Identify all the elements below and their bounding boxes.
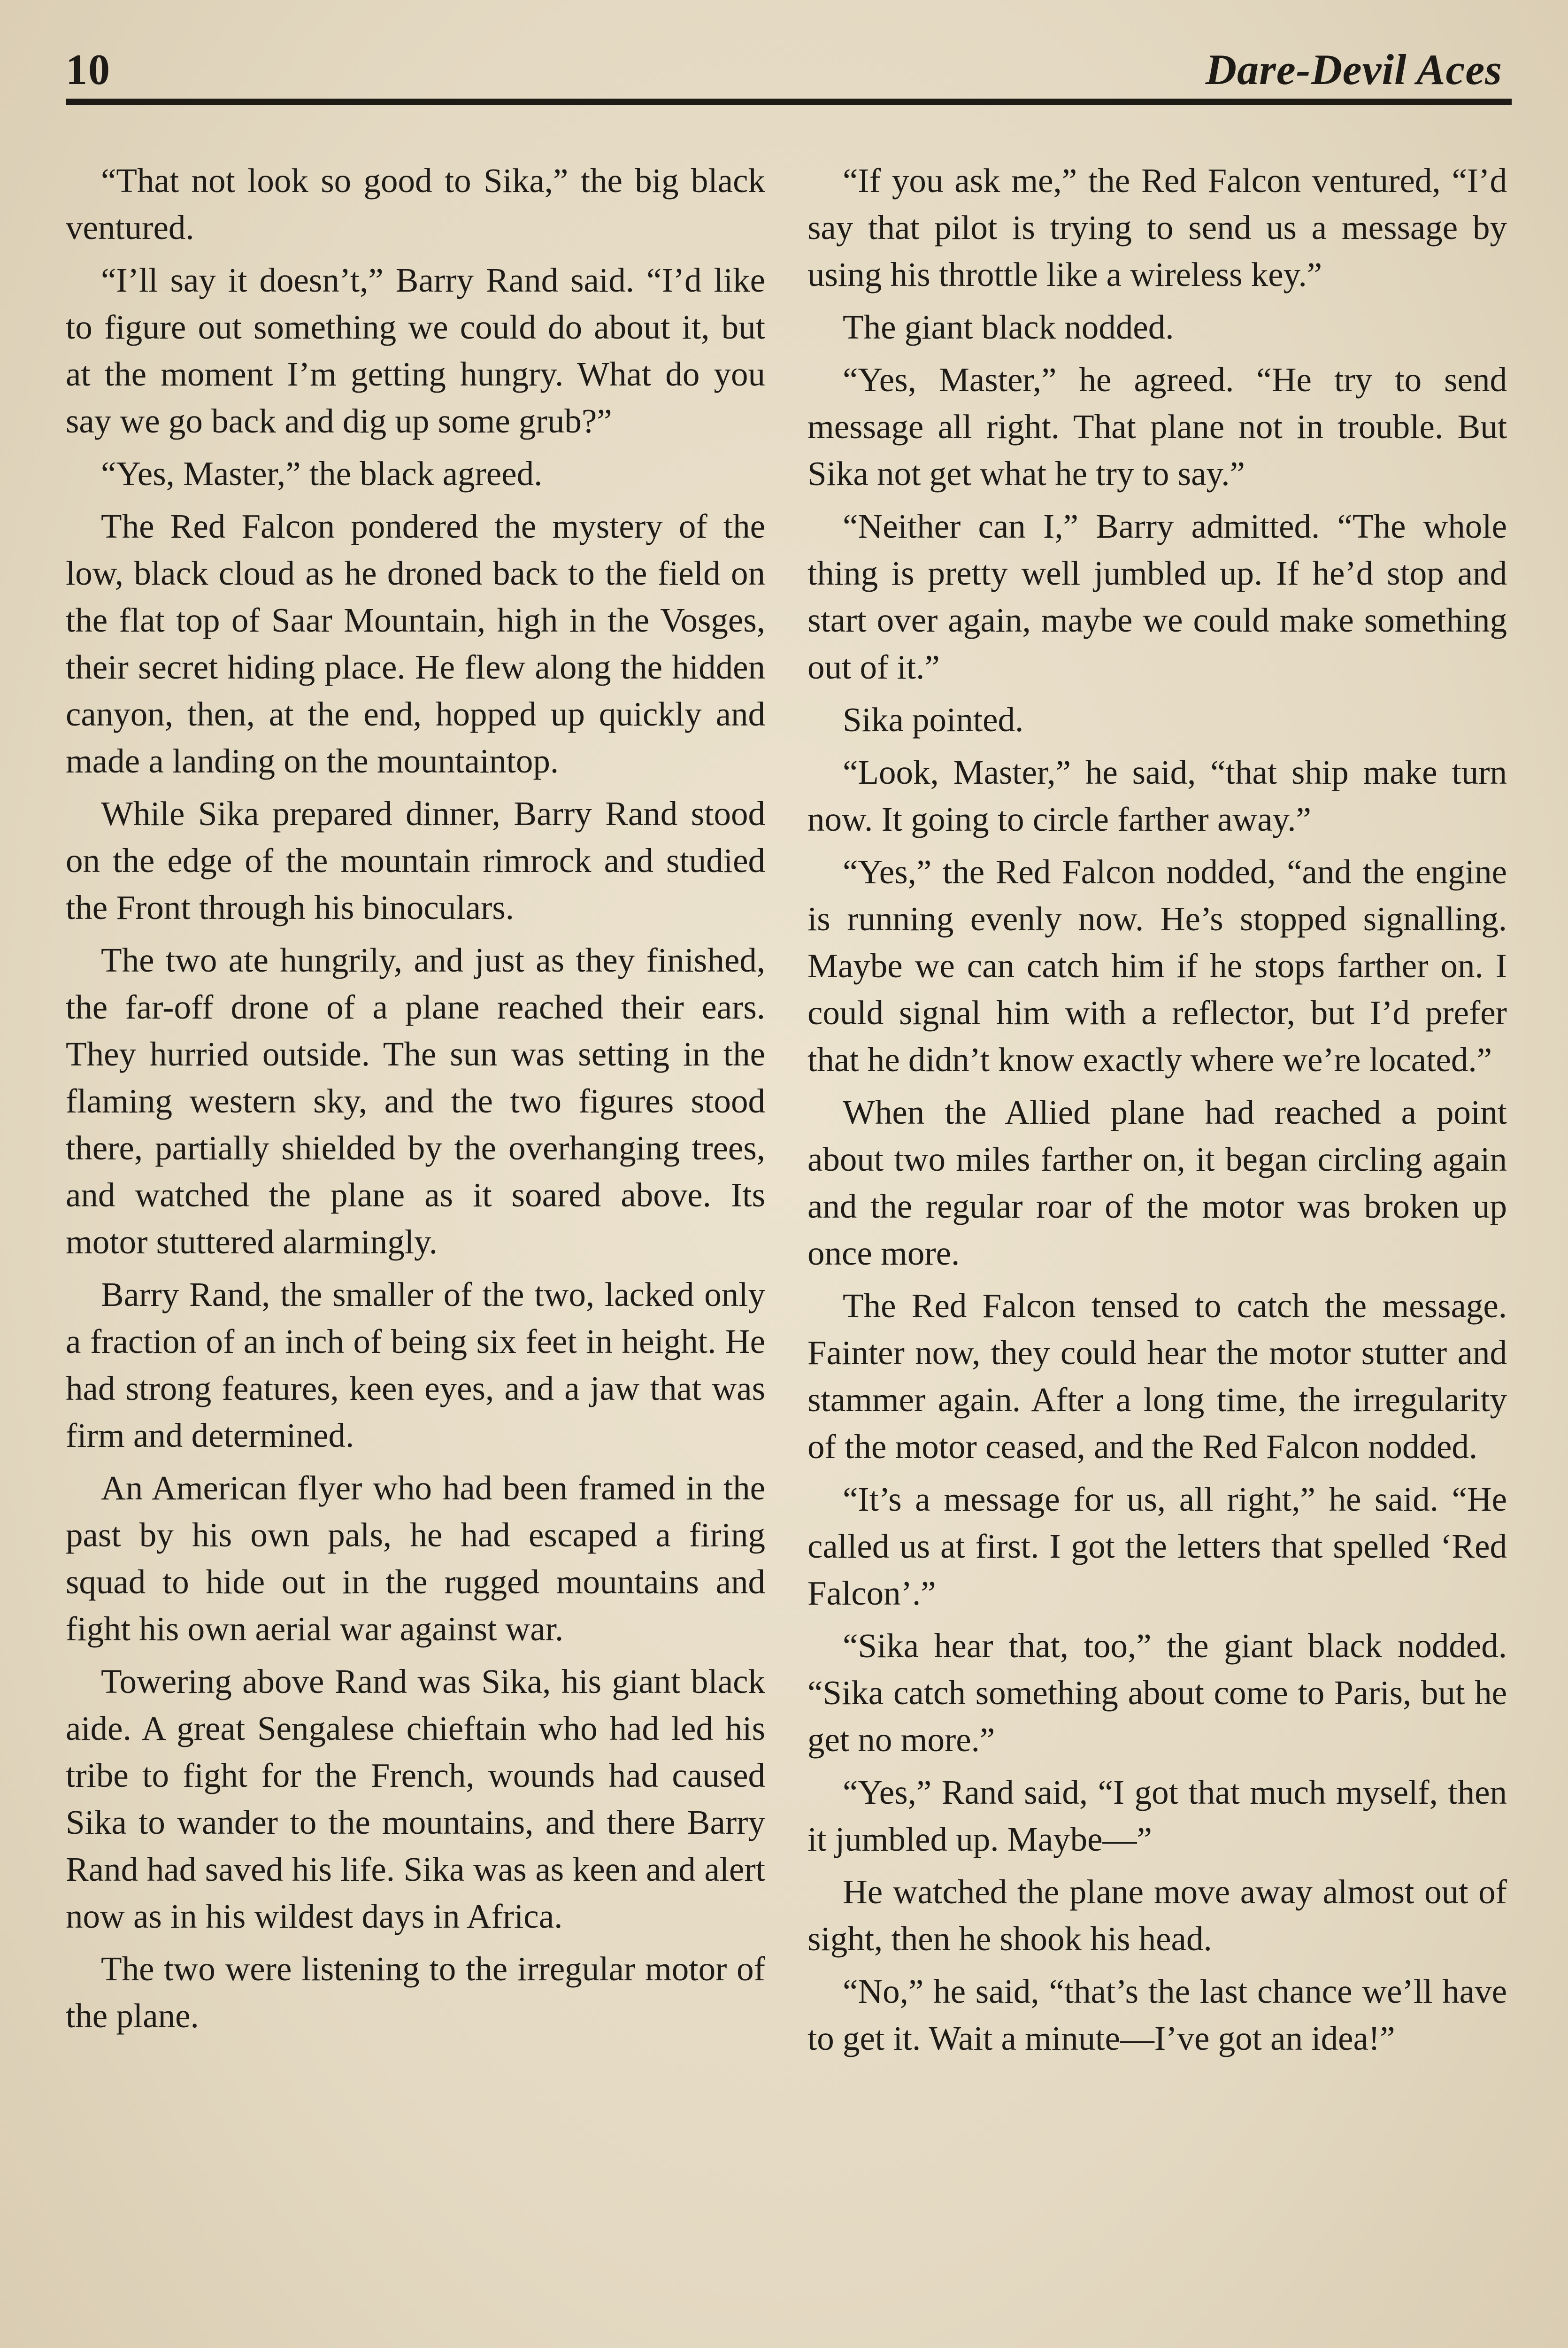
paragraph: Barry Rand, the smaller of the two, lacked only a fraction of an inch of being six feet in height. He had strong features, keen eyes, and a jaw that was firm and determined. — [66, 1275, 765, 1454]
header-rule — [66, 99, 1512, 105]
paragraph: “I’ll say it doesn’t,” Barry Rand said. “I’d like to figure out something we could do about it, but at the moment I’m getting hungry. What do you say we go back and dig up some grub?” — [66, 261, 765, 440]
paragraph: “Sika hear that, too,” the giant black nodded. “Sika catch something about come to Paris, but he get no more.” — [807, 1627, 1507, 1759]
paragraph: “Yes, Master,” he agreed. “He try to send message all right. That plane not in trouble. But Sika not get what he try to say.” — [807, 361, 1507, 493]
paragraph: The giant black nodded. — [843, 308, 1174, 346]
paragraph: “No,” he said, “that’s the last chance we’ll have to get it. Wait a minute—I’ve got an idea!” — [807, 1972, 1507, 2057]
paragraph: “Yes,” the Red Falcon nodded, “and the engine is running evenly now. He’s stopped signalling. Maybe we can catch him if he stops farther on. I could signal him with a reflector, but I’d prefer that he didn’t know exactly where we’re located.” — [807, 853, 1507, 1079]
paragraph: “Neither can I,” Barry admitted. “The whole thing is pretty well jumbled up. If he’d stop and start over again, maybe we could make something out of it.” — [807, 507, 1507, 686]
right-column — [807, 157, 1507, 2068]
paragraph: The Red Falcon pondered the mystery of the low, black cloud as he droned back to the field on the flat top of Saar Mountain, high in the Vosges, their secret hiding place. He flew along the hidden canyon, then, at the end, hopped up quickly and made a landing on the mountaintop. — [66, 507, 765, 780]
magazine-title: Dare-Devil Aces — [1205, 46, 1502, 93]
paragraph: “Look, Master,” he said, “that ship make turn now. It going to circle farther away.” — [807, 753, 1507, 838]
page-header — [66, 45, 1502, 96]
page-number: 10 — [66, 46, 111, 93]
paragraph: “That not look so good to Sika,” the big black ventured. — [66, 162, 765, 247]
paragraph: “It’s a message for us, all right,” he said. “He called us at first. I got the letters that spelled ‘Red Falcon’.” — [807, 1480, 1507, 1612]
paragraph: When the Allied plane had reached a point about two miles farther on, it began circling again and the regular roar of the motor was broken up once more. — [807, 1093, 1507, 1272]
paragraph: “Yes, Master,” the black agreed. — [101, 455, 543, 493]
paragraph: “If you ask me,” the Red Falcon ventured, “I’d say that pilot is trying to send us a message by using his throttle like a wireless key.” — [807, 162, 1507, 294]
left-column — [66, 157, 765, 2045]
paragraph: The two ate hungrily, and just as they finished, the far-off drone of a plane reached their ears. They hurried outside. The sun was setting in the flaming western sky, and the two figures stood there, partially shielded by the overhanging trees, and watched the plane as it soared above. Its motor stuttered alarmingly. — [66, 941, 765, 1261]
paragraph: “Yes,” Rand said, “I got that much myself, then it jumbled up. Maybe—” — [807, 1773, 1507, 1858]
paragraph: Sika pointed. — [843, 701, 1024, 739]
paragraph: He watched the plane move away almost out of sight, then he shook his head. — [807, 1873, 1507, 1958]
paragraph: The Red Falcon tensed to catch the message. Fainter now, they could hear the motor stutter and stammer again. After a long time, the irregularity of the motor ceased, and the Red Falcon nodded. — [807, 1287, 1507, 1466]
paragraph: While Sika prepared dinner, Barry Rand stood on the edge of the mountain rimrock and studied the Front through his binoculars. — [66, 795, 765, 927]
paragraph: The two were listening to the irregular motor of the plane. — [66, 1950, 765, 2035]
paragraph: An American flyer who had been framed in the past by his own pals, he had escaped a firing squad to hide out in the rugged mountains and fight his own aerial war against war. — [66, 1469, 765, 1648]
paragraph: Towering above Rand was Sika, his giant black aide. A great Sengalese chieftain who had led his tribe to fight for the French, wounds had caused Sika to wander to the mountains, and there Barry Rand had saved his life. Sika was as keen and alert now as in his wildest days in Africa. — [66, 1662, 765, 1935]
